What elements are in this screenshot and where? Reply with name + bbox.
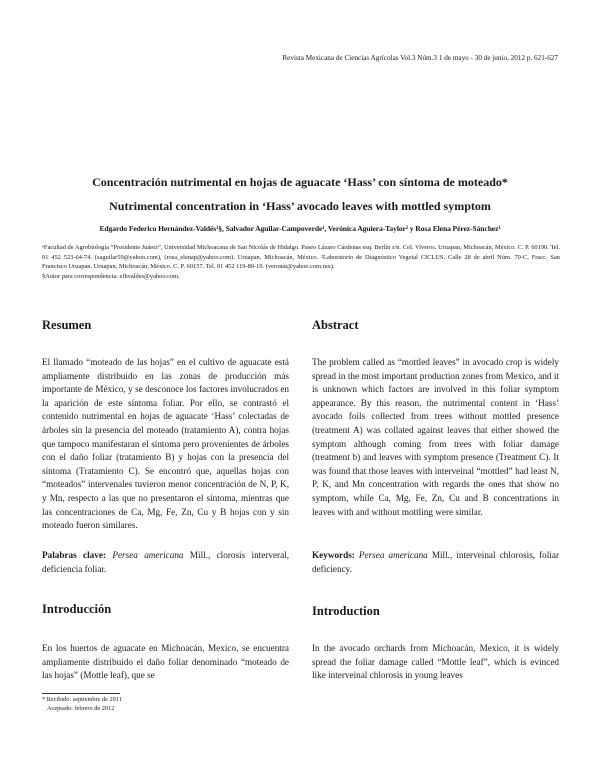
footnote-rule	[42, 693, 120, 694]
resumen-text: El llamado “moteado de las hojas” en el cultivo de aguacate está ampliamente distribuido en las zonas de producción más importante de México, y se desconoce los factores involucrados en la aparición de este síntoma foliar. Por ello, se contrastó el contenido nutrimental en hojas de aguacate ‘Hass’ colectadas de árboles sin la presencia del moteado (tratamiento A), contra hojas que tampoco manifestaran el síntoma pero provenientes de árboles con el daño foliar (tratamiento B) y hojas con la presencia del síntoma (Tratamiento C). Se encontró que, aquellas hojas con “moteados” intervenales tuvieron menor concentración de N, P, K, y Mn, respecto a las que no presentaron el síntoma, mientras que las concentraciones de Ca, Mg, Fe, Zn, Cu y B hojas con y sin moteado fueron similares.	[42, 357, 289, 531]
received-date: * Recibido: septiembre de 2011	[42, 696, 122, 703]
resumen-heading: Resumen	[42, 318, 92, 332]
introduccion-body	[42, 642, 289, 683]
accepted-date: Aceptado: febrero de 2012	[47, 704, 115, 712]
keywords-species: Persea americana	[112, 550, 184, 560]
keywords-label: Palabras clave:	[42, 550, 107, 560]
journal-header: Revista Mexicana de Ciencias Agrícolas Vol.3 Núm.3 1 de mayo - 30 de junio, 2012 p. 621-627	[282, 54, 558, 62]
abstract-text: The problem called as “mottled leaves” in avocado crop is widely spread in the most important production zones from Mexico, and it is unknown which factors are involved in this foliar symptom appearance. By this reason, the nutrimental content in ‘Hass’ avocado foils collected from trees without mottled presence (treatment A) was collated against leaves that either showed the symptom although coming from trees with foliar damage (treatment b) and leaves with symptom presence (Treatment C). It was found that those leaves with interveinal “mottled” had least N, P, K, and Mn concentration with regards the ones that show no symptom, while Ca, Mg, Fe, Zn, Cu and B concentrations in leaves with and without mottling were similar.	[312, 357, 559, 517]
introduction-body	[312, 642, 559, 683]
affiliation-text: ¹Facultad de Agrobiología “Presidente Juárez”, Universidad Michoacana de San Nicolás de Hidalgo. Paseo Lázaro Cárdenas esq. Berlín s/n. Col. Viveros. Uruapan, Michoacán, México. C. P. 60190. Tel. 01 452 523-64-74. (saguilar59@yahoo.com), (rosa_elenap@yahoo.com). Uruapan, Michoacán, México. ²Laboratorio de Diagnóstico Vegetal CICLUS. Calle 28 de abril Núm. 70-C, Fracc. San Francisco Uruapan. Uruapan, Michoacán, México. C. P. 60157. Tel. 01 452 119-80-10. (veronat@yahoo.com.mx).	[42, 244, 560, 271]
keywords-rest: Mill., clorosis interveral, deficiencia foliar.	[42, 550, 290, 574]
resumen-keywords	[42, 549, 289, 576]
abstract-heading: Abstract	[312, 318, 359, 332]
abstract-keywords	[312, 549, 559, 576]
affiliations	[42, 243, 560, 281]
title-spanish: Concentración nutrimental en hojas de aguacate ‘Hass’ con síntoma de moteado*	[92, 175, 508, 189]
resumen-body	[42, 356, 289, 533]
introduccion-heading: Introducción	[42, 602, 112, 616]
keywords-label: Keywords:	[312, 550, 355, 560]
introduction-text: In the avocado orchards from Michoacán, Mexico, it is widely spread the foliar damage called “Mottle leaf”, which is evinced like interveinal chlorosis in young leaves	[312, 643, 559, 681]
introduccion-text: En los huertos de aguacate en Michoacán, Mexico, se encuentra ampliamente distribuido el daño foliar denominado “moteado de las hojas” (Mottle leaf), que se	[42, 643, 289, 681]
title-english: Nutrimental concentration in ‘Hass’ avocado leaves with mottled symptom	[109, 199, 491, 213]
introduction-heading: Introduction	[312, 604, 380, 618]
keywords-species: Persea americana	[358, 550, 428, 560]
abstract-body	[312, 356, 559, 519]
footnote	[42, 696, 122, 713]
corresponding-author: §Autor para correspondencia: efhvaldes@yahoo.com.	[42, 272, 180, 280]
keywords-rest: Mill., interveinal chlorosis, foliar deficiency.	[312, 550, 560, 574]
author-list: Edgardo Federico Hernández-Valdés¹§, Salvador Aguilar-Campoverde¹, Verónica Aguiera-Taylor² y Rosa Elena Pérez-Sánchez¹	[99, 224, 501, 233]
